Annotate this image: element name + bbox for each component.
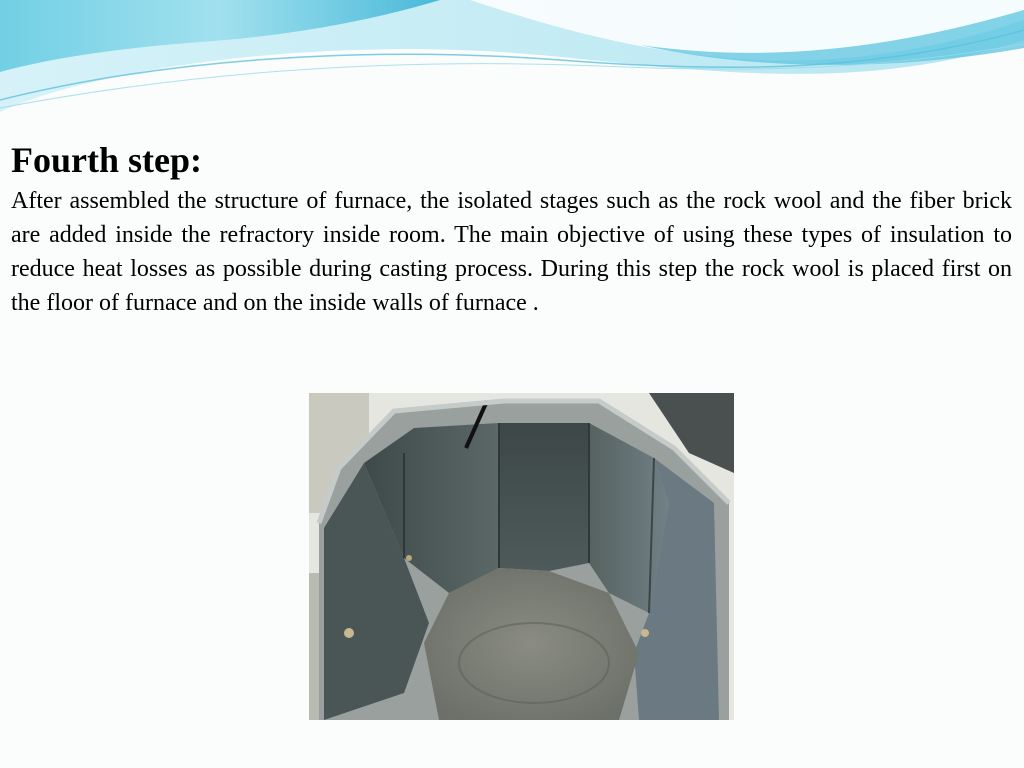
wave-header-decoration	[0, 0, 1024, 120]
furnace-insulation-photo	[309, 393, 734, 720]
slide-body-text: After assembled the structure of furnace, the isolated stages such as the rock wool and the fiber brick are added inside the refractory inside room. The main objective of using these types of insulation to reduce heat losses as possible during casting process. During this step the rock wool is placed first on the floor of furnace and on the inside walls of furnace .	[11, 188, 1012, 316]
slide-title: Fourth step:	[11, 140, 202, 180]
